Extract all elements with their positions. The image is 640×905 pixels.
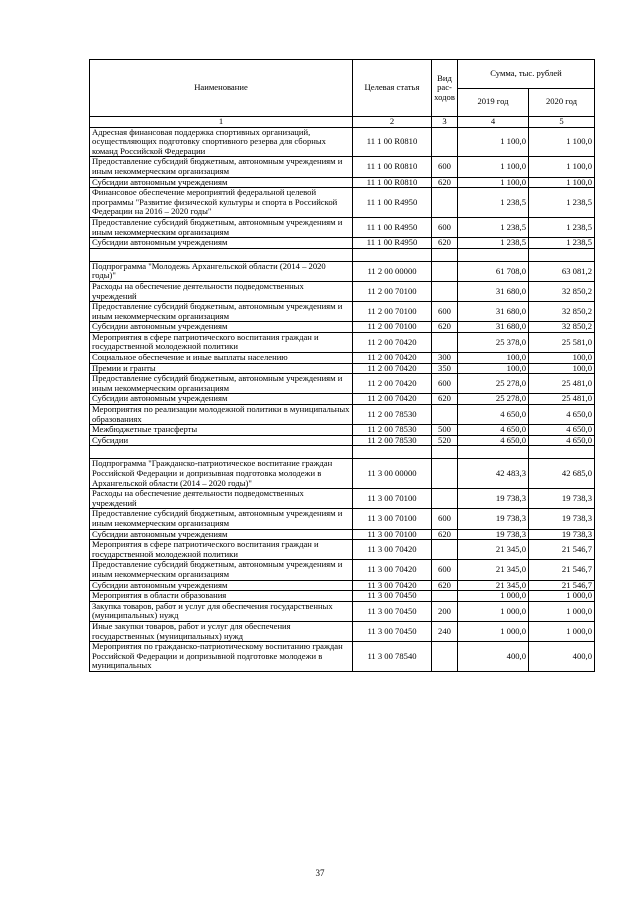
row-sum-2020: 100,0: [529, 363, 595, 374]
table-row: [90, 529, 595, 540]
row-expense-type: [432, 540, 458, 560]
row-name: Субсидии автономным учреждениям: [90, 238, 353, 249]
row-name: Межбюджетные трансферты: [90, 425, 353, 436]
page-number: 37: [315, 868, 325, 878]
row-sum-2019: 400,0: [458, 642, 529, 672]
row-sum-2020: 1 238,5: [529, 217, 595, 237]
row-expense-type: [432, 405, 458, 425]
table-row: [90, 425, 595, 436]
row-target-code: 11 2 00 70420: [353, 374, 432, 394]
row-target-code: 11 3 00 70100: [353, 529, 432, 540]
row-name: Мероприятия в сфере патриотического воспитания граждан и государственной молодежной политики: [90, 332, 353, 352]
row-sum-2020: 1 000,0: [529, 591, 595, 602]
row-target-code: 11 2 00 70420: [353, 394, 432, 405]
spacer-cell: [458, 446, 529, 459]
row-name: Мероприятия по реализации молодежной политики в муниципальных образованиях: [90, 405, 353, 425]
subprogram-row: [90, 459, 595, 489]
row-sum-2019: 21 345,0: [458, 540, 529, 560]
row-name: Предоставление субсидий бюджетным, автономным учреждениям и иным некоммерческим организациям: [90, 157, 353, 177]
row-target-code: 11 2 00 70100: [353, 322, 432, 333]
row-sum-2020: 100,0: [529, 353, 595, 364]
row-sum-2020: 32 850,2: [529, 281, 595, 301]
row-name: Подпрограмма "Гражданско-патриотическое воспитание граждан Российской Федерации и допризывная подготовка молодежи в Архангельской области (2014 – 2020 годы)": [90, 459, 353, 489]
row-target-code: 11 2 00 70420: [353, 353, 432, 364]
row-sum-2019: 1 238,5: [458, 238, 529, 249]
budget-table: [89, 59, 595, 672]
row-target-code: 11 1 00 R0810: [353, 177, 432, 188]
table-row: [90, 238, 595, 249]
row-sum-2020: 21 546,7: [529, 540, 595, 560]
row-expense-type: 200: [432, 601, 458, 621]
row-sum-2020: 1 100,0: [529, 127, 595, 157]
table-row: [90, 642, 595, 672]
table-row: [90, 560, 595, 580]
row-name: Мероприятия в сфере патриотического воспитания граждан и государственной молодежной политики: [90, 540, 353, 560]
row-name: Иные закупки товаров, работ и услуг для обеспечения государственных (муниципальных) нужд: [90, 621, 353, 641]
row-sum-2019: 1 000,0: [458, 601, 529, 621]
table-row: [90, 332, 595, 352]
row-expense-type: [432, 489, 458, 509]
spacer-cell: [529, 248, 595, 261]
row-target-code: 11 2 00 78530: [353, 405, 432, 425]
row-sum-2020: 19 738,3: [529, 489, 595, 509]
row-sum-2020: 19 738,3: [529, 509, 595, 529]
table-row: [90, 363, 595, 374]
row-name: Расходы на обеспечение деятельности подведомственных учреждений: [90, 489, 353, 509]
row-sum-2019: 25 278,0: [458, 394, 529, 405]
row-name: Предоставление субсидий бюджетным, автономным учреждениям и иным некоммерческим организациям: [90, 302, 353, 322]
row-expense-type: [432, 459, 458, 489]
row-name: Расходы на обеспечение деятельности подведомственных учреждений: [90, 281, 353, 301]
table-row: [90, 509, 595, 529]
table-row: [90, 322, 595, 333]
row-expense-type: [432, 642, 458, 672]
table-row: [90, 217, 595, 237]
header-target: Целевая статья: [353, 60, 432, 117]
row-target-code: 11 1 00 R0810: [353, 157, 432, 177]
row-target-code: 11 3 00 78540: [353, 642, 432, 672]
col-number-3: 3: [432, 117, 458, 128]
spacer-cell: [432, 248, 458, 261]
row-target-code: 11 2 00 70420: [353, 332, 432, 352]
spacer-cell: [529, 446, 595, 459]
row-sum-2019: 19 738,3: [458, 529, 529, 540]
header-year-2020: 2020 год: [529, 88, 595, 117]
header-year-2019: 2019 год: [458, 88, 529, 117]
row-target-code: 11 2 00 78530: [353, 425, 432, 436]
row-expense-type: 620: [432, 580, 458, 591]
row-sum-2019: 42 483,3: [458, 459, 529, 489]
table-row: [90, 374, 595, 394]
spacer-cell: [353, 446, 432, 459]
row-expense-type: 600: [432, 560, 458, 580]
table-row: [90, 353, 595, 364]
row-sum-2019: 100,0: [458, 363, 529, 374]
row-sum-2020: 21 546,7: [529, 560, 595, 580]
row-target-code: 11 3 00 70450: [353, 601, 432, 621]
row-expense-type: [432, 261, 458, 281]
table-body: [90, 127, 595, 671]
row-target-code: 11 2 00 70100: [353, 302, 432, 322]
table-row: [90, 540, 595, 560]
row-expense-type: 600: [432, 509, 458, 529]
row-sum-2019: 1 100,0: [458, 177, 529, 188]
table-row: [90, 621, 595, 641]
row-sum-2019: 31 680,0: [458, 281, 529, 301]
row-expense-type: [432, 281, 458, 301]
row-sum-2020: 4 650,0: [529, 405, 595, 425]
subprogram-row: [90, 261, 595, 281]
row-sum-2020: 4 650,0: [529, 425, 595, 436]
row-expense-type: 620: [432, 529, 458, 540]
table-row: [90, 302, 595, 322]
row-sum-2020: 1 000,0: [529, 601, 595, 621]
row-sum-2020: 25 481,0: [529, 394, 595, 405]
row-target-code: 11 3 00 70450: [353, 621, 432, 641]
row-sum-2020: 400,0: [529, 642, 595, 672]
row-sum-2019: 31 680,0: [458, 302, 529, 322]
table-row: [90, 281, 595, 301]
row-sum-2020: 19 738,3: [529, 529, 595, 540]
spacer-row: [90, 248, 595, 261]
row-sum-2019: 19 738,3: [458, 509, 529, 529]
row-sum-2020: 21 546,7: [529, 580, 595, 591]
table-row: [90, 188, 595, 218]
col-number-2: 2: [353, 117, 432, 128]
row-expense-type: 600: [432, 374, 458, 394]
table-row: [90, 157, 595, 177]
row-sum-2019: 1 238,5: [458, 188, 529, 218]
row-target-code: 11 3 00 70420: [353, 560, 432, 580]
row-sum-2019: 100,0: [458, 353, 529, 364]
row-sum-2019: 31 680,0: [458, 322, 529, 333]
table-row: [90, 394, 595, 405]
row-target-code: 11 3 00 70450: [353, 591, 432, 602]
row-sum-2019: 19 738,3: [458, 489, 529, 509]
table-row: [90, 435, 595, 446]
row-target-code: 11 3 00 70100: [353, 509, 432, 529]
row-name: Субсидии автономным учреждениям: [90, 394, 353, 405]
table-row: [90, 580, 595, 591]
row-name: Подпрограмма "Молодежь Архангельской области (2014 – 2020 годы)": [90, 261, 353, 281]
row-expense-type: 300: [432, 353, 458, 364]
row-name: Субсидии: [90, 435, 353, 446]
row-sum-2020: 4 650,0: [529, 435, 595, 446]
row-sum-2020: 1 238,5: [529, 238, 595, 249]
row-target-code: 11 3 00 70420: [353, 540, 432, 560]
row-target-code: 11 2 00 78530: [353, 435, 432, 446]
row-name: Субсидии автономным учреждениям: [90, 580, 353, 591]
table-row: [90, 405, 595, 425]
row-name: Предоставление субсидий бюджетным, автономным учреждениям и иным некоммерческим организациям: [90, 217, 353, 237]
row-sum-2019: 1 000,0: [458, 591, 529, 602]
row-sum-2019: 25 278,0: [458, 374, 529, 394]
row-sum-2019: 4 650,0: [458, 425, 529, 436]
spacer-row: [90, 446, 595, 459]
row-expense-type: 620: [432, 177, 458, 188]
row-expense-type: 620: [432, 394, 458, 405]
row-sum-2019: 61 708,0: [458, 261, 529, 281]
row-expense-type: [432, 188, 458, 218]
row-target-code: 11 3 00 70420: [353, 580, 432, 591]
row-sum-2020: 1 238,5: [529, 188, 595, 218]
row-name: Предоставление субсидий бюджетным, автономным учреждениям и иным некоммерческим организациям: [90, 560, 353, 580]
row-sum-2020: 25 481,0: [529, 374, 595, 394]
row-sum-2020: 63 081,2: [529, 261, 595, 281]
row-target-code: 11 2 00 70100: [353, 281, 432, 301]
row-sum-2019: 1 100,0: [458, 127, 529, 157]
row-sum-2019: 1 100,0: [458, 157, 529, 177]
row-name: Закупка товаров, работ и услуг для обеспечения государственных (муниципальных) нужд: [90, 601, 353, 621]
spacer-cell: [432, 446, 458, 459]
row-target-code: 11 1 00 R0810: [353, 127, 432, 157]
row-sum-2020: 32 850,2: [529, 322, 595, 333]
row-expense-type: 240: [432, 621, 458, 641]
spacer-cell: [353, 248, 432, 261]
row-sum-2020: 1 000,0: [529, 621, 595, 641]
row-expense-type: [432, 332, 458, 352]
table-row: [90, 601, 595, 621]
row-name: Предоставление субсидий бюджетным, автономным учреждениям и иным некоммерческим организациям: [90, 509, 353, 529]
row-name: Субсидии автономным учреждениям: [90, 322, 353, 333]
table-row: [90, 177, 595, 188]
row-name: Субсидии автономным учреждениям: [90, 529, 353, 540]
row-name: Субсидии автономным учреждениям: [90, 177, 353, 188]
row-target-code: 11 2 00 00000: [353, 261, 432, 281]
row-name: Мероприятия в области образования: [90, 591, 353, 602]
row-name: Премии и гранты: [90, 363, 353, 374]
row-expense-type: 520: [432, 435, 458, 446]
row-sum-2019: 4 650,0: [458, 405, 529, 425]
row-sum-2020: 42 685,0: [529, 459, 595, 489]
row-sum-2019: 1 238,5: [458, 217, 529, 237]
row-sum-2019: 1 000,0: [458, 621, 529, 641]
row-expense-type: 600: [432, 157, 458, 177]
header-name: Наименование: [90, 60, 353, 117]
row-sum-2020: 1 100,0: [529, 157, 595, 177]
header-vid: Вид рас-ходов: [432, 60, 458, 117]
row-expense-type: [432, 127, 458, 157]
header-sum: Сумма, тыс. рублей: [458, 60, 595, 89]
row-name: Адресная финансовая поддержка спортивных организаций, осуществляющих подготовку спортивного резерва для сборных команд Российской Федерации: [90, 127, 353, 157]
row-sum-2020: 32 850,2: [529, 302, 595, 322]
row-expense-type: 500: [432, 425, 458, 436]
row-target-code: 11 3 00 70100: [353, 489, 432, 509]
row-expense-type: [432, 591, 458, 602]
row-expense-type: 620: [432, 322, 458, 333]
spacer-cell: [458, 248, 529, 261]
col-number-5: 5: [529, 117, 595, 128]
row-sum-2019: 21 345,0: [458, 580, 529, 591]
row-sum-2020: 1 100,0: [529, 177, 595, 188]
row-target-code: 11 3 00 00000: [353, 459, 432, 489]
row-sum-2019: 21 345,0: [458, 560, 529, 580]
spacer-cell: [90, 446, 353, 459]
row-name: Мероприятия по гражданско-патриотическому воспитанию граждан Российской Федерации и допризывной подготовке молодежи в муниципальных: [90, 642, 353, 672]
row-expense-type: 350: [432, 363, 458, 374]
row-sum-2019: 25 378,0: [458, 332, 529, 352]
row-target-code: 11 1 00 R4950: [353, 238, 432, 249]
row-target-code: 11 1 00 R4950: [353, 188, 432, 218]
col-number-4: 4: [458, 117, 529, 128]
row-target-code: 11 1 00 R4950: [353, 217, 432, 237]
row-name: Финансовое обеспечение мероприятий федеральной целевой программы "Развитие физической культуры и спорта в Российской Федерации на 2016 – 2020 годы": [90, 188, 353, 218]
row-sum-2020: 25 581,0: [529, 332, 595, 352]
row-name: Предоставление субсидий бюджетным, автономным учреждениям и иным некоммерческим организациям: [90, 374, 353, 394]
table-row: [90, 489, 595, 509]
table-row: [90, 591, 595, 602]
row-target-code: 11 2 00 70420: [353, 363, 432, 374]
row-expense-type: 620: [432, 238, 458, 249]
row-sum-2019: 4 650,0: [458, 435, 529, 446]
table-row: [90, 127, 595, 157]
row-expense-type: 600: [432, 217, 458, 237]
row-name: Социальное обеспечение и иные выплаты населению: [90, 353, 353, 364]
col-number-1: 1: [90, 117, 353, 128]
row-expense-type: 600: [432, 302, 458, 322]
spacer-cell: [90, 248, 353, 261]
